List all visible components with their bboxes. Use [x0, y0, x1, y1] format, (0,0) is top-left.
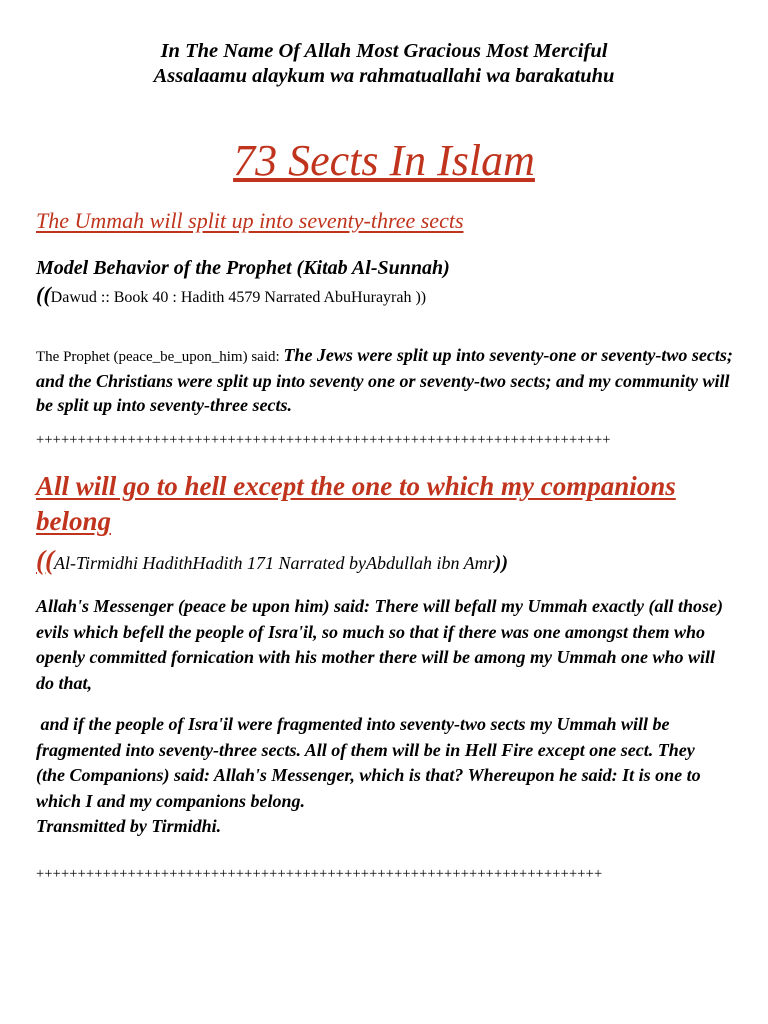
reference-text: Dawud :: Book 40 : Hadith 4579 Narrated AbuHurayrah )) — [50, 289, 427, 306]
hadith-paragraph-1: Allah's Messenger (peace be upon him) said: There will befall my Ummah exactly (all those) evils which befell the people of Isra'il, so much so that if there was one amongst them who openly committed fornication with his mother there will be among my Ummah one who will do that, — [36, 596, 723, 693]
hadith-reference-1 — [36, 283, 426, 310]
section1-heading: The Ummah will split up into seventy-three sects — [36, 208, 464, 233]
hadith-paragraph-2 — [36, 712, 726, 840]
reference-text: Al-Tirmidhi HadithHadith 171 Narrated byAbdullah ibn Amr — [53, 553, 495, 573]
page-title: 73 Sects In Islam — [233, 136, 535, 185]
bismillah-header — [0, 39, 768, 89]
separator-line: +++++++++++++++++++++++++++++++++++++++++++++++++++++++++++++++++++++ — [36, 432, 611, 448]
header-line-2: Assalaamu alaykum wa rahmatuallahi wa barakatuhu — [153, 65, 615, 87]
hadith-reference-2 — [36, 545, 508, 578]
reference-close-paren: )) — [494, 552, 508, 574]
source-title: Model Behavior of the Prophet (Kitab Al-Sunnah) — [36, 257, 450, 279]
reference-open-paren: (( — [36, 282, 51, 307]
hadith-quote: The Jews were split up into seventy-one or seventy-two sects; and the Christians were split up into seventy one or seventy-two sects; and my community will be split up into seventy-three sects. — [36, 345, 733, 415]
paragraph-2-text: and if the people of Isra'il were fragmented into seventy-two sects my Ummah will be fragmented into seventy-three sects. All of them will be in Hell Fire except one sect. They (the Companions) said: Allah's Messenger, which is that? Whereupon he said: It is one to which I and my companions belong. — [36, 714, 706, 811]
hadith-prefix: The Prophet (peace_be_upon_him) said: — [36, 349, 284, 365]
transmitted-by: Transmitted by Tirmidhi. — [36, 816, 222, 836]
hadith-text-1 — [36, 343, 736, 417]
separator-line: ++++++++++++++++++++++++++++++++++++++++++++++++++++++++++++++++++++ — [36, 866, 603, 882]
section2-heading: All will go to hell except the one to which my companions belong — [36, 471, 676, 536]
header-line-1: In The Name Of Allah Most Gracious Most Merciful — [160, 40, 608, 62]
reference-open-paren: (( — [36, 545, 54, 575]
